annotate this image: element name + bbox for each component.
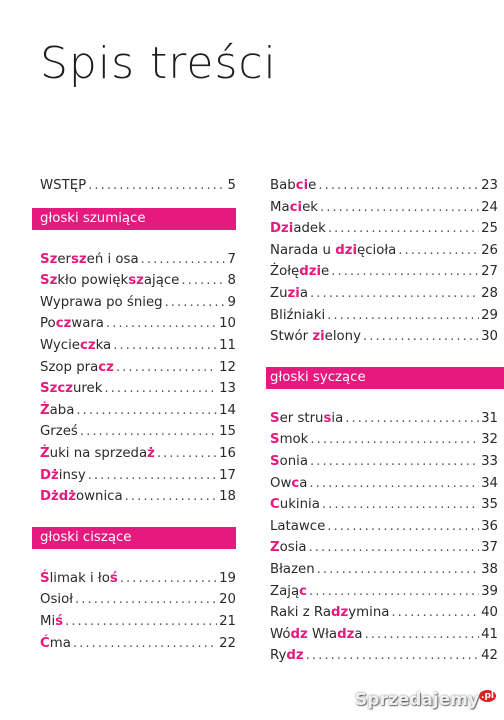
toc-entry — [270, 645, 498, 667]
toc-entry — [40, 292, 236, 314]
toc-entry — [40, 270, 236, 292]
toc-entry-page: 32 — [481, 432, 498, 448]
toc-entry — [270, 240, 498, 262]
dot-leader — [345, 408, 479, 430]
section-header-syczace: głoski syczące — [266, 367, 504, 389]
toc-entry — [40, 568, 236, 590]
toc-entry — [40, 357, 236, 379]
toc-entry-page: 36 — [481, 518, 498, 534]
dot-leader — [365, 624, 480, 646]
toc-entry-title: Owca — [270, 475, 308, 491]
dot-leader — [327, 516, 479, 538]
toc-entry-title: Wycieczka — [40, 337, 112, 353]
toc-entry-page: 31 — [481, 410, 498, 426]
toc-entry-title: Szop pracz — [40, 359, 114, 375]
toc-entry — [270, 218, 498, 240]
section-header-szumiace: głoski szumiące — [32, 208, 236, 230]
toc-entry — [270, 283, 498, 305]
dot-leader — [120, 568, 217, 590]
toc-entry-title: Wyprawa po śnieg — [40, 294, 163, 310]
dot-leader — [327, 305, 479, 327]
toc-entry-page: 34 — [481, 475, 498, 491]
toc-entry-page: 25 — [481, 221, 498, 237]
dot-leader — [75, 589, 217, 611]
toc-entry-page: 30 — [481, 329, 498, 345]
toc-entry — [40, 421, 236, 443]
toc-entry-title: WSTĘP — [40, 178, 87, 193]
dot-leader — [310, 283, 479, 305]
dot-leader — [157, 443, 217, 465]
toc-entry-page: 14 — [219, 402, 236, 418]
toc-entry-title: Zając — [270, 583, 307, 599]
dot-leader — [306, 645, 479, 667]
toc-entry-page: 33 — [481, 453, 498, 469]
toc-entry — [270, 559, 498, 581]
toc-entry-title: Szczurek — [40, 381, 103, 397]
toc-entry-page: 20 — [219, 592, 236, 608]
toc-entry-title: Latawce — [270, 518, 326, 534]
toc-entry-page: 15 — [219, 424, 236, 440]
toc-entry-page: 8 — [227, 273, 236, 289]
dot-leader — [331, 261, 479, 283]
toc-entry-title: Ćma — [40, 635, 71, 651]
dot-leader — [309, 581, 479, 603]
toc-entry — [270, 305, 498, 327]
toc-entry-page: 37 — [481, 540, 498, 556]
toc-entry — [40, 313, 236, 335]
dot-leader — [363, 326, 479, 348]
toc-entry-page: 26 — [481, 242, 498, 258]
toc-entry-page: 24 — [481, 199, 498, 215]
toc-entry — [40, 249, 236, 271]
toc-entry-page: 21 — [219, 613, 236, 629]
dot-leader — [318, 175, 479, 197]
toc-entry — [270, 175, 498, 197]
toc-entry-title: Bliźniaki — [270, 307, 326, 323]
toc-entry-page: 7 — [227, 251, 236, 267]
toc-entry-page: 19 — [219, 570, 236, 586]
toc-entry-page: 23 — [481, 178, 498, 193]
page-title: Spis treści — [40, 38, 277, 89]
dot-leader — [165, 292, 226, 314]
dot-leader — [309, 537, 480, 559]
toc-entry-page: 28 — [481, 285, 498, 301]
dot-leader — [141, 249, 226, 271]
toc-entry-title: Wódz Władza — [270, 626, 363, 642]
dot-leader — [104, 378, 217, 400]
toc-entry — [40, 443, 236, 465]
dot-leader — [76, 400, 217, 422]
dot-leader — [320, 197, 479, 219]
dot-leader — [88, 175, 225, 197]
toc-entry-title: Poczwara — [40, 316, 104, 332]
toc-entry-title: Szkło powiększające — [40, 273, 180, 289]
toc-entry-page: 18 — [219, 489, 236, 505]
toc-entry-page: 29 — [481, 307, 498, 323]
toc-left-column — [40, 175, 236, 654]
toc-entry — [40, 175, 236, 197]
toc-entry-title: Osioł — [40, 592, 74, 608]
toc-entry — [270, 197, 498, 219]
dot-leader — [328, 218, 479, 240]
toc-entry-page: 5 — [227, 178, 236, 193]
toc-entry-title: Smok — [270, 432, 309, 448]
toc-entry — [270, 624, 498, 646]
dot-leader — [181, 270, 225, 292]
toc-entry-page: 11 — [219, 337, 236, 353]
dot-leader — [317, 559, 479, 581]
toc-entry-title: Szerszeń i osa — [40, 251, 139, 267]
toc-entry-page: 27 — [481, 264, 498, 280]
toc-entry — [40, 611, 236, 633]
dot-leader — [106, 313, 217, 335]
dot-leader — [322, 494, 479, 516]
toc-entry-title: Sonia — [270, 453, 308, 469]
toc-entry-title: Zuzia — [270, 285, 309, 301]
toc-entry-page: 39 — [481, 583, 498, 599]
toc-entry — [270, 451, 498, 473]
toc-entry — [40, 378, 236, 400]
toc-entry-page: 10 — [219, 316, 236, 332]
toc-entry — [270, 602, 498, 624]
toc-entry-title: Raki z Radzymina — [270, 605, 390, 621]
dot-leader — [310, 451, 479, 473]
toc-entry — [40, 486, 236, 508]
toc-entry-title: Babcie — [270, 178, 317, 193]
toc-entry-page: 17 — [219, 467, 236, 483]
toc-entry — [270, 581, 498, 603]
toc-entry-page: 35 — [481, 497, 498, 513]
toc-entry-title: Dżdżownica — [40, 489, 123, 505]
watermark-logo: Sprzedajemy $^{.pl}$ — [355, 690, 494, 710]
toc-entry-title: Ślimak i łoś — [40, 570, 118, 586]
toc-right-column — [270, 175, 498, 667]
toc-entry — [270, 261, 498, 283]
toc-entry-page: 42 — [481, 648, 498, 664]
toc-entry-title: Dżinsy — [40, 467, 86, 483]
toc-entry — [40, 633, 236, 655]
toc-entry — [270, 494, 498, 516]
toc-entry-title: Miś — [40, 613, 64, 629]
toc-entry — [270, 408, 498, 430]
toc-entry — [40, 589, 236, 611]
toc-entry-title: Zosia — [270, 540, 307, 556]
toc-entry — [270, 429, 498, 451]
toc-entry-page: 12 — [219, 359, 236, 375]
dot-leader — [113, 335, 217, 357]
toc-entry-title: Cukinia — [270, 497, 320, 513]
toc-entry-title: Żaba — [40, 402, 75, 418]
toc-entry — [40, 400, 236, 422]
toc-entry — [270, 537, 498, 559]
toc-entry — [270, 326, 498, 348]
toc-entry-page: 9 — [227, 294, 236, 310]
toc-entry-title: Dziadek — [270, 221, 326, 237]
dot-leader — [73, 633, 217, 655]
toc-entry-page: 40 — [481, 605, 498, 621]
toc-entry — [40, 465, 236, 487]
toc-entry-page: 13 — [219, 381, 236, 397]
toc-entry — [40, 335, 236, 357]
toc-entry-title: Żuki na sprzedaż — [40, 445, 155, 461]
toc-entry-title: Żołędzie — [270, 264, 330, 280]
toc-entry-page: 22 — [219, 635, 236, 651]
dot-leader — [125, 486, 217, 508]
dot-leader — [116, 357, 217, 379]
toc-entry-title: Ser strusia — [270, 410, 344, 426]
dot-leader — [310, 429, 479, 451]
toc-entry-title: Błazen — [270, 561, 315, 577]
dot-leader — [309, 473, 479, 495]
dot-leader — [391, 602, 479, 624]
toc-entry-title: Narada u dzięcioła — [270, 242, 397, 258]
dot-leader — [398, 240, 479, 262]
toc-entry-page: 38 — [481, 561, 498, 577]
toc-entry — [270, 473, 498, 495]
toc-entry — [270, 516, 498, 538]
dot-leader — [88, 465, 217, 487]
dot-leader — [80, 421, 217, 443]
toc-entry-title: Rydz — [270, 648, 304, 664]
toc-entry-title: Stwór zielony — [270, 329, 361, 345]
toc-entry-title: Grześ — [40, 424, 78, 440]
dot-leader — [65, 611, 217, 633]
toc-entry-page: 41 — [481, 626, 498, 642]
toc-entry-page: 16 — [219, 445, 236, 461]
toc-entry-title: Maciek — [270, 199, 318, 215]
section-header-ciszace: głoski ciszące — [32, 527, 236, 549]
